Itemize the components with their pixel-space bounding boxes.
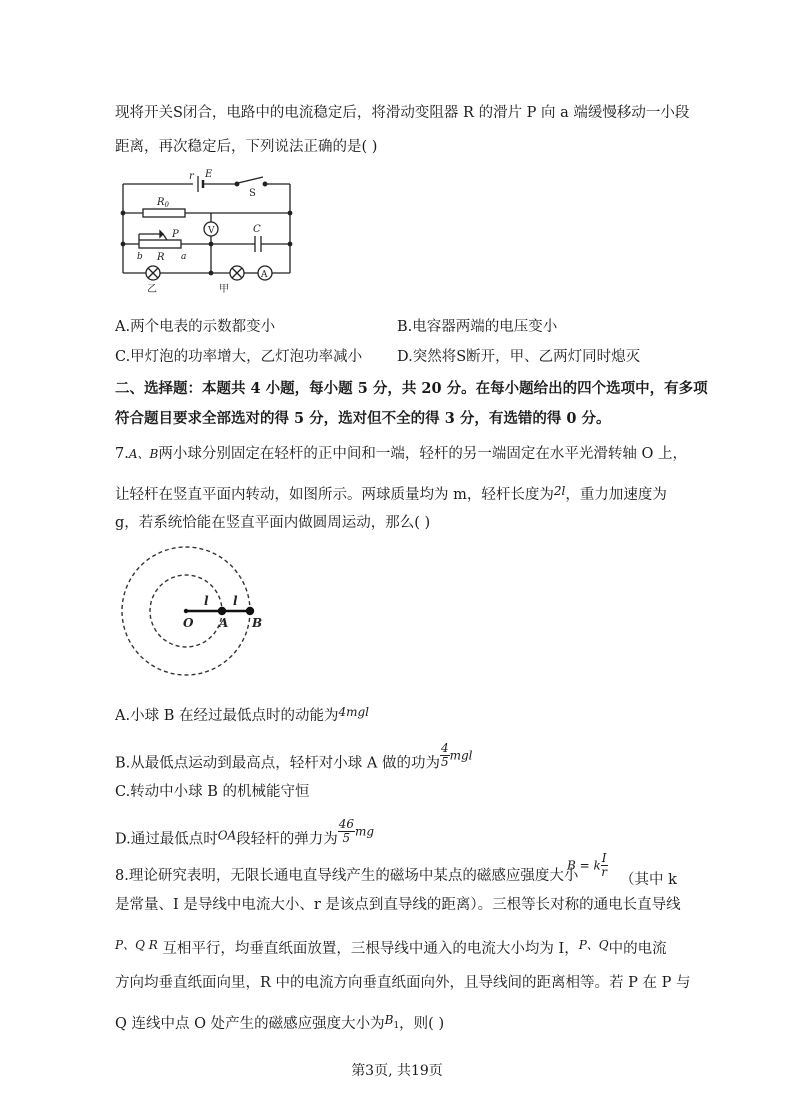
page-footer: 第3页, 共19页 (351, 1063, 443, 1079)
q6-line-1: 现将开关S闭合，电路中的电流稳定后，将滑动变阻器 R 的滑片 P 向 a 端缓慢移动一小段 (115, 105, 690, 121)
q7-option-d: D.通过最低点时$_{OA}$段轻杆的弹力为 $\frac{46}{5}$ mg (115, 817, 375, 848)
label-lamp-yi: 乙 (147, 284, 157, 293)
q8-line-5: Q 连线中点 O 处产生的磁感应强度大小为$^B$1，则( ) (115, 1013, 445, 1032)
q8-line-3: $^{P、Q R}$ 互相平行，均垂直纸面放置，三根导线中通入的电流大小均为 I，$^{P、Q}$中的电流 (115, 938, 667, 957)
label-l2: l (233, 594, 238, 608)
circuit-diagram (115, 168, 300, 293)
q7-line-3: g，若系统恰能在竖直平面内做圆周运动，那么( ) (115, 515, 431, 531)
ammeter-icon: A (261, 270, 268, 280)
label-a: a (181, 252, 187, 262)
q7-option-b: B.从最低点运动到最高点，轻杆对小球 A 做的功为 $\frac{4}{5}$ mgl (115, 741, 473, 772)
q7-line-1: 7.A、B两小球分别固定在轻杆的正中间和一端，轻杆的另一端固定在水平光滑转轴 O 上， (115, 446, 687, 462)
label-S: S (249, 188, 256, 199)
q7-line-2: 让轻杆在竖直平面内转动，如图所示。两球质量均为 m，轻杆长度为$^{2l}$，重力加速度为 (115, 484, 667, 503)
label-lamp-jia: 甲 (219, 284, 229, 293)
label-l1: l (204, 594, 209, 608)
label-E: E (205, 169, 213, 180)
label-R0: $R_0$ (157, 197, 169, 209)
label-b: b (137, 252, 143, 262)
label-O: O (183, 616, 194, 630)
q8-formula: B = k $\frac{I}{r}$ (567, 851, 608, 879)
label-R: R (157, 252, 165, 263)
q8-line-1: 8.理论研究表明，无限长通电直导线产生的磁场中某点的磁感应强度大小 (115, 868, 579, 884)
q8-line-2: 是常量、I 是导线中电流大小、r 是该点到直导线的距离）。三根等长对称的通电长直导线 (115, 897, 681, 913)
q8-line-1-tail: （其中 k (620, 872, 677, 888)
label-P: P (172, 229, 179, 240)
q7-option-c: C.转动中小球 B 的机械能守恒 (115, 784, 310, 800)
rotating-rod-diagram (120, 545, 270, 683)
q7-option-a: A.小球 B 在经过最低点时的动能为$^{4mgl}$ (115, 705, 370, 724)
section2-heading-1: 二、选择题：本题共 4 小题，每小题 5 分，共 20 分。在每小题给出的四个选项中，有多项 (115, 380, 708, 397)
q6-option-a: A.两个电表的示数都变小 (115, 319, 276, 335)
label-C: C (253, 224, 261, 235)
label-B: B (252, 616, 263, 630)
voltmeter-icon: V (208, 226, 215, 236)
q6-line-2: 距离，再次稳定后，下列说法正确的是( ) (115, 139, 378, 155)
label-A: A (219, 616, 229, 630)
label-r: r (189, 171, 194, 182)
section2-heading-2: 符合题目要求全部选对的得 5 分，选对但不全的得 3 分，有选错的得 0 分。 (115, 410, 611, 427)
q6-option-c: C.甲灯泡的功率增大，乙灯泡功率减小 (115, 349, 363, 365)
q6-option-d: D.突然将S断开，甲、乙两灯同时熄灭 (397, 349, 641, 365)
q6-option-b: B.电容器两端的电压变小 (397, 319, 558, 335)
q8-line-4: 方向均垂直纸面向里，R 中的电流方向垂直纸面向外，且导线间的距离相等。若 P 在 P 与 (115, 975, 691, 991)
